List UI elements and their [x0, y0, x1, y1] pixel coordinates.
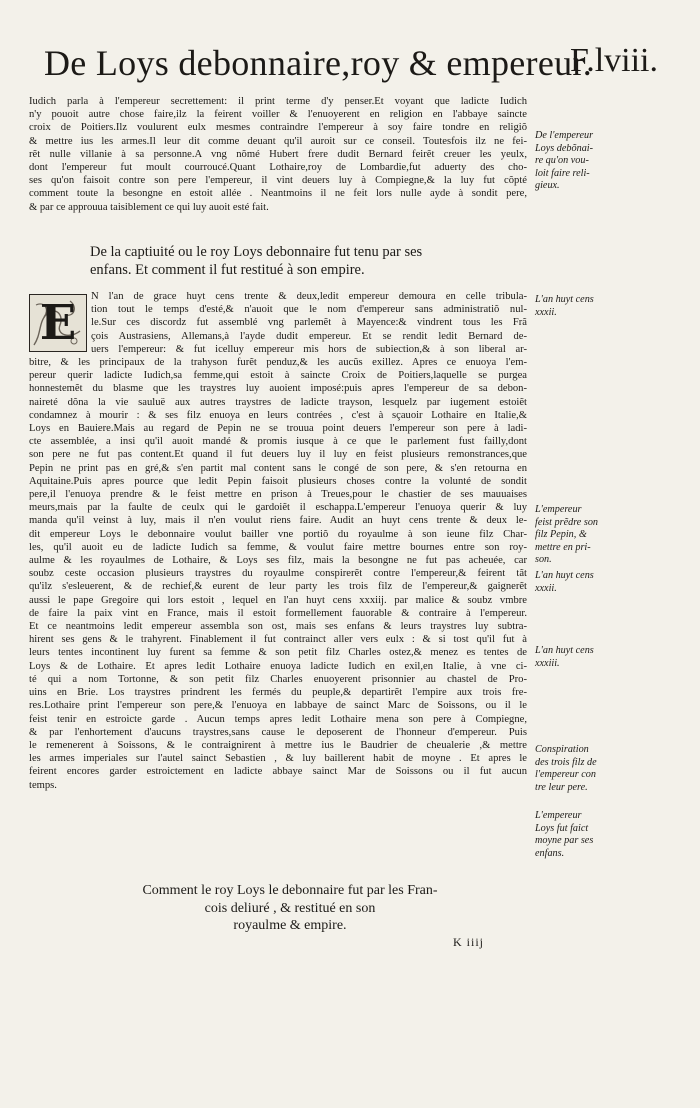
margin-note-3 — [535, 504, 667, 567]
text-line: & par ce approuua taisiblement ce qui luy auoit esté fait. — [29, 201, 269, 213]
section-heading-captivity — [90, 243, 480, 279]
text-line: naireté dõna la vie sauluë aux autres traystres de ladicte trayson, lesquelz par iugement estoiẽt — [29, 396, 527, 408]
text-line: bitre, & les principaux de la trahyson furẽt penduz,& les aucũs exillez. Apres ce enuoya l'em- — [29, 357, 527, 369]
note-line: xxxii. — [535, 306, 557, 318]
note-line: tre leur pere. — [535, 781, 588, 793]
text-line: honnestemẽt du blasme que les traystres luy auoient imposé:puis apres l'empereur de sa debon- — [29, 383, 527, 395]
text-line: n'y pouoit autre chose faire,ilz la feirent voiller & l'enuoyerent en religion en l'abbaye saincte — [29, 109, 527, 121]
text-line: uers l'empereur: & fut icelluy empereur mis hors de subiection,& à son liberal ar- — [91, 343, 527, 355]
text-line: pere,il l'enuoya prendre & le feist mettre en prison à Treues,pour le chastier de ses mauuaises — [29, 489, 527, 501]
text-line: Aquitaine.Puis apres pource que ledit Pepin faisoit plusieurs choses contre la volunté de sondit — [29, 475, 527, 487]
text-line: dont l'empereur fut moult courroucé.Quant Lothaire,roy de Lombardie,fut aduerty des cho- — [29, 162, 527, 174]
heading-line: enfans. Et comment il fut restitué à son empire. — [90, 262, 365, 278]
margin-note-7 — [535, 810, 667, 860]
note-line: enfans. — [535, 847, 565, 859]
note-line: L'an huyt cens — [535, 645, 594, 656]
text-line: leurs tentes incontinent luy furent sa femme & son petit filz Charles ostez,& menez es tentes de — [29, 647, 527, 659]
text-line: Loys en Bauiere.Mais au regard de Pepin ne se trouua point deuers l'empereur son pere à ladi- — [29, 423, 527, 435]
text-line: N l'an de grace huyt cens trente & deux,ledit empereur demoura en celle tribula- — [91, 291, 527, 302]
note-line: xxxii. — [535, 582, 557, 594]
text-line: cte assemblée, a insi qu'il auoit mandé & promis iusque à ce que le parlement fust failly,dont — [29, 436, 527, 448]
text-line: le remenerent à Soissons, & le contraignirent à mettre ius le Baudrier de cheualerie ,& mettre — [29, 739, 527, 751]
note-line: des trois filz de — [535, 756, 597, 768]
dropcap-letter: E — [39, 295, 77, 351]
signature-mark: K iiij — [453, 935, 485, 949]
note-line: L'empereur — [535, 810, 582, 821]
note-line: mettre en pri- — [535, 541, 591, 553]
text-line: Et ce neantmoins ledit empereur assembla son ost, mais ses enfans & leurs traystres luy subtra- — [29, 621, 527, 633]
text-line: croix de Poitiers.Ilz voulurent eulx mesmes contraindre l'empereur à soy faire tondre en religiõ — [29, 122, 527, 134]
note-line: re qu'on vou- — [535, 155, 589, 167]
running-header — [38, 42, 658, 92]
note-line: feist prẽdre son — [535, 516, 599, 528]
text-line: meurs,mais par la faulte de ceulx qui le gardoiẽt il eschappa.L'empereur l'enuoya querir & luy — [29, 502, 527, 514]
text-line: té qui a nom Tortonne, & son petit filz Charles enuoyerent prisonnier au chastel de Pro- — [29, 673, 527, 685]
text-line: pereur querir ladicte Iudich,sa femme,qui estoit à saincte Croix de Poitiers,laquelle se purgea — [29, 370, 527, 382]
text-line: feist tenir en estroicte garde . Aucun temps apres ledit Lothaire mena son pere à Compiegne, — [29, 713, 527, 725]
margin-note-1 — [535, 130, 667, 193]
text-line: dit empereur Loys le debonnaire voulut bailler vne portiõ du royaulme à son ieune filz Char- — [29, 528, 527, 540]
note-line: Loys fut faict — [535, 822, 589, 834]
folio-number: F.lviii. — [570, 42, 658, 79]
text-line: qu'ilz s'esleuerent, & de rechief,& eurent de leur party les trois filz de l'empereur,& gaignerẽt — [29, 581, 527, 593]
note-line: moyne par ses — [535, 835, 594, 847]
note-line: Conspiration — [535, 744, 589, 755]
text-line: temps. — [29, 779, 57, 791]
text-line: Iudich parla à l'empereur secrettement: il print terme d'y penser.Et voyant que ladicte Iudich — [29, 96, 527, 107]
text-line: de faire la paix vint en France, mais il estoit formellement fauorable & contraire à l'empereur. — [29, 607, 527, 619]
note-line: Loys debõnai- — [535, 142, 594, 154]
text-line: & par l'enhortement d'aucuns traystres,sans cause le deposerent de l'honneur d'empereur. Puis — [29, 726, 527, 738]
text-line: condamnez à mourir : & ses filz enuoya en leurs contrées , c'est à sçauoir Lothaire en Italie,& — [29, 409, 527, 421]
text-line: res.Lothaire print l'empereur son pere,& l'enuoya en labbaye de sainct Marc de Soissons, ou il le — [29, 700, 527, 712]
text-line: Loys & de Lothaire. Et apres ledit Lothaire enuoya ladicte Iudich en exil,en Italie, à vne ci- — [29, 660, 527, 672]
note-line: loit faire reli- — [535, 167, 590, 179]
text-line: les, qu'il auoit eu de ladicte Iudich sa femme, & voulut faire mettre bournes entre son roy- — [29, 541, 527, 553]
text-line: soubz ceste occasion plusieurs traystres du royaulme conspirerẽt contre l'empereur,& feirent tãt — [29, 568, 527, 580]
note-line: filz Pepin, & — [535, 529, 587, 541]
section-heading-restoration — [110, 882, 470, 935]
heading-line: cois deliuré , & restitué en son — [204, 900, 376, 916]
note-line: son. — [535, 554, 552, 566]
note-line: L'empereur — [535, 504, 582, 515]
text-line: rẽt nulle villanie à sa personne.A vng nõmé Hubert frere dudit Bernard feirẽt creuer les yeulx, — [29, 148, 527, 160]
text-line: aussi le pape Gregoire qui lors estoit , lequel en l'an huyt cens xxxiij. par malice & soubz vmbre — [29, 594, 527, 606]
paragraph-2 — [29, 290, 527, 792]
note-line: L'an huyt cens — [535, 294, 594, 305]
text-line: le.Sur ces discordz fut assemblé vng parlemẽt à Mayence:& vindrent tous les Frã — [91, 317, 527, 329]
text-line: hirent ses gens & le trahyrent. Finablement il fut contrainct aller vers eulx : & si tost qu'il fut à — [29, 634, 527, 646]
note-line: De l'empereur — [535, 130, 594, 141]
text-line: aulme & les royaulmes de Lothaire, & Loys ses filz, mais la besongne ne fut pas acheuée, car — [29, 555, 527, 567]
margin-note-2 — [535, 294, 667, 319]
note-line: L'an huyt cens — [535, 570, 594, 581]
running-title: De Loys debonnaire,roy & empereur. — [44, 43, 593, 83]
text-line: feirent encores garder estroictement en ladicte abbaye sainct Mar de Soissons ou il fut aucun — [29, 766, 527, 778]
heading-line: Comment le roy Loys le debonnaire fut par les Fran- — [142, 883, 438, 898]
text-line: & mettre ius les armes.Il leur dit comme deuant qu'il auroit sur ce conseil. Toutesfois ilz ne fei- — [29, 135, 527, 147]
text-line: comment toute la besongne en estoit allée . Neantmoins il ne feit lors nulle ayde à sondit pere, — [29, 188, 527, 200]
margin-note-4 — [535, 570, 667, 595]
note-line: l'empereur con — [535, 769, 596, 781]
text-line: tion tout le temps d'esté,& n'auoit que le nom d'empereur sans administratiõ nul- — [91, 304, 527, 316]
heading-line: De la captiuité ou le roy Loys debonnaire fut tenu par ses — [90, 244, 423, 260]
note-line: gieux. — [535, 180, 560, 192]
text-line: uins en Brie. Los traystres prindrent les fermés du peuple,& departirẽt l'empire aux trois fre- — [29, 687, 527, 699]
heading-line: royaulme & empire. — [233, 918, 347, 933]
note-line: xxxiii. — [535, 657, 560, 669]
text-line: çois Austrasiens, Allemans,à l'ayde dudit empereur. Et se rendit ledit Bernard de- — [91, 330, 527, 342]
margin-note-5 — [535, 645, 667, 670]
text-line: les armes imperiales sur l'autel sainct Sebastien , & luy baillerent habit de moyne . Et apres le — [29, 753, 527, 765]
text-line: ses qu'on faisoit contre son pere l'empereur, il vint deuers luy à Compiegne,& la luy fut cõpté — [29, 175, 527, 187]
text-line: Pepin ne print pas en gré,& s'en partit mal content sans le congé de son pere, & s'en retourna en — [29, 462, 527, 474]
paragraph-1 — [29, 95, 527, 214]
margin-note-6 — [535, 744, 667, 794]
text-line: son pere ne fut pas content.Et quand il fut deuers luy il luy en feist plusieurs remonstrances,que — [29, 449, 527, 461]
text-line: manda qu'il veinst à luy, mais il n'en voulut riens faire. Audit an huyt cens trente & deux le- — [29, 515, 527, 527]
